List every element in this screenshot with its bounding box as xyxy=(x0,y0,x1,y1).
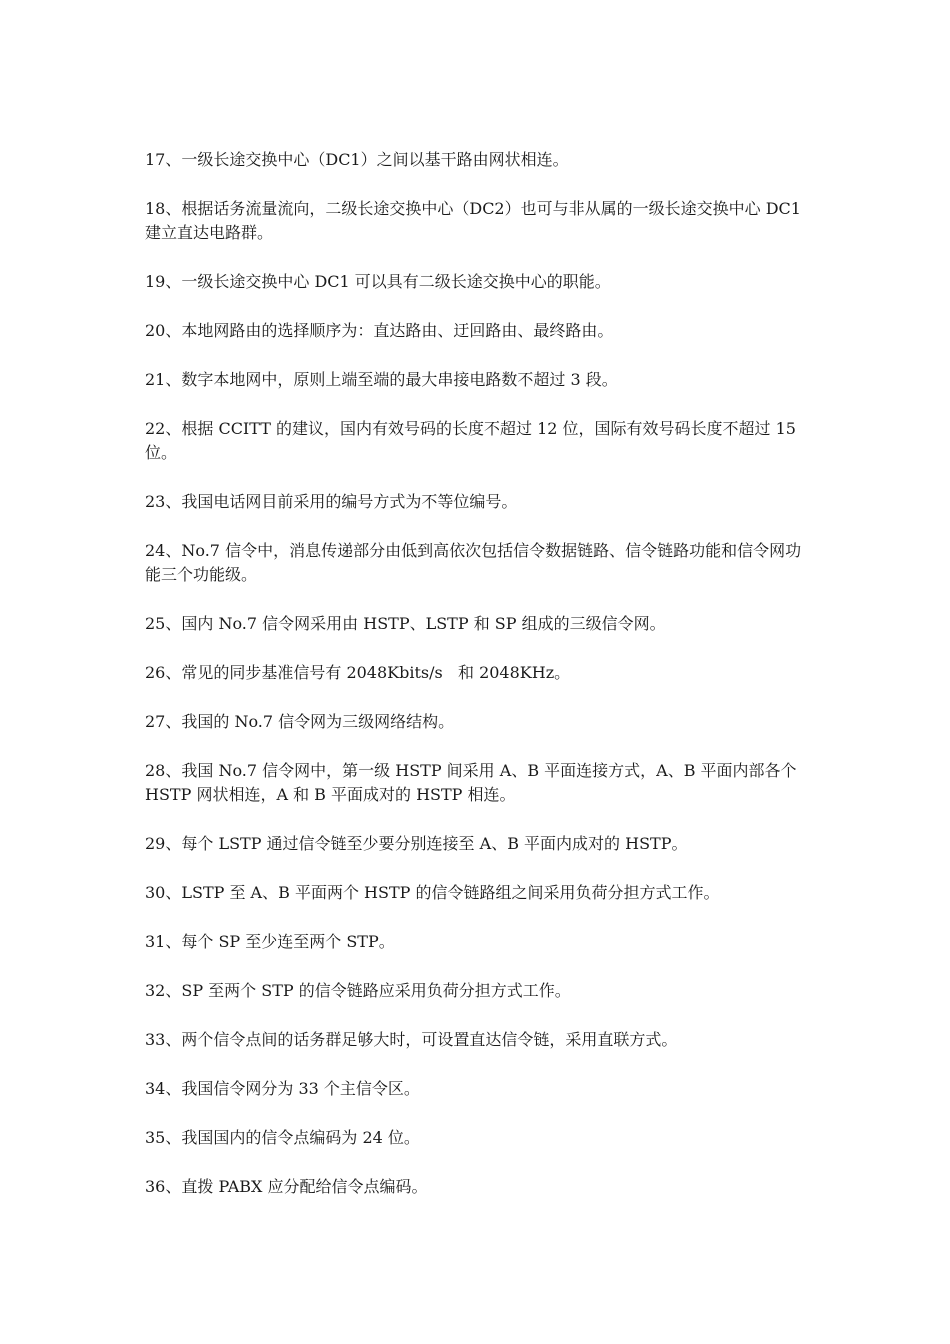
list-item: 28、我国 No.7 信令网中，第一级 HSTP 间采用 A、B 平面连接方式，A、B 平面内部各个 HSTP 网状相连，A 和 B 平面成对的 HSTP 相连。 xyxy=(145,761,802,804)
list-item: 19、一级长途交换中心 DC1 可以具有二级长途交换中心的职能。 xyxy=(145,272,611,291)
list-item: 33、两个信令点间的话务群足够大时，可设置直达信令链，采用直联方式。 xyxy=(145,1030,678,1049)
list-item: 27、我国的 No.7 信令网为三级网络结构。 xyxy=(145,712,455,731)
list-item: 31、每个 SP 至少连至两个 STP。 xyxy=(145,932,395,951)
list-item: 18、根据话务流量流向，二级长途交换中心（DC2）也可与非从属的一级长途交换中心 DC1 建立直达电路群。 xyxy=(145,199,807,242)
list-item: 17、一级长途交换中心（DC1）之间以基干路由网状相连。 xyxy=(145,150,569,169)
list-item: 32、SP 至两个 STP 的信令链路应采用负荷分担方式工作。 xyxy=(145,981,571,1000)
list-item: 25、国内 No.7 信令网采用由 HSTP、LSTP 和 SP 组成的三级信令网。 xyxy=(145,614,666,633)
list-item: 30、LSTP 至 A、B 平面两个 HSTP 的信令链路组之间采用负荷分担方式工作。 xyxy=(145,883,720,902)
list-item: 23、我国电话网目前采用的编号方式为不等位编号。 xyxy=(145,492,518,511)
document-body xyxy=(145,148,810,1224)
list-item: 26、常见的同步基准信号有 2048Kbits/s 和 2048KHz。 xyxy=(145,663,571,682)
list-item: 20、本地网路由的选择顺序为：直达路由、迂回路由、最终路由。 xyxy=(145,321,614,340)
list-item: 35、我国国内的信令点编码为 24 位。 xyxy=(145,1128,420,1147)
list-item: 21、数字本地网中，原则上端至端的最大串接电路数不超过 3 段。 xyxy=(145,370,618,389)
list-item: 22、根据 CCITT 的建议，国内有效号码的长度不超过 12 位，国际有效号码长度不超过 15 位。 xyxy=(145,419,802,462)
list-item: 24、No.7 信令中，消息传递部分由低到高依次包括信令数据链路、信令链路功能和信令网功能三个功能级。 xyxy=(145,541,802,584)
list-item: 34、我国信令网分为 33 个主信令区。 xyxy=(145,1079,420,1098)
list-item: 29、每个 LSTP 通过信令链至少要分别连接至 A、B 平面内成对的 HSTP。 xyxy=(145,834,688,853)
list-item: 36、直拨 PABX 应分配给信令点编码。 xyxy=(145,1177,428,1196)
